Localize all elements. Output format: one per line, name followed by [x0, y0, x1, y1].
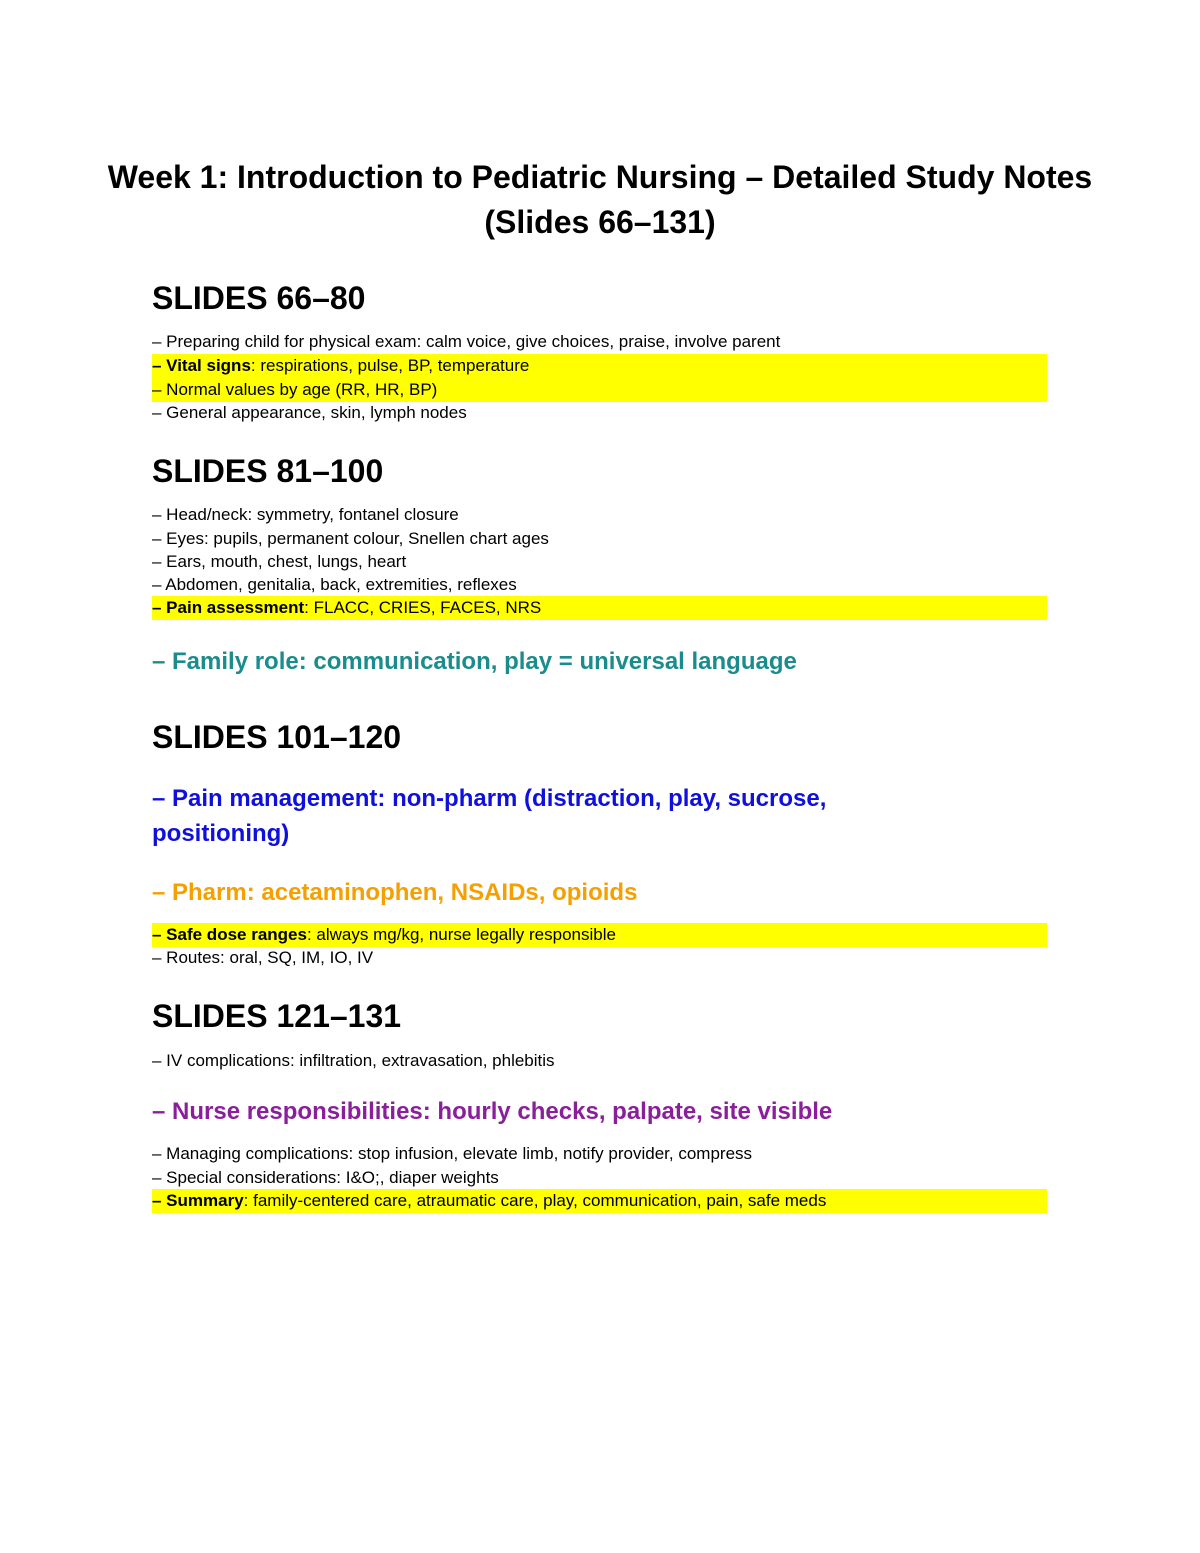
note-line: [152, 401, 1047, 425]
note-line-text: – Head/neck: symmetry, fontanel closure: [152, 505, 459, 524]
highlighted-note-line: [152, 1189, 1047, 1213]
highlighted-note-line: [152, 923, 1047, 947]
note-line-text: : family-centered care, atraumatic care, play, communication, pain, safe meds: [243, 1191, 827, 1210]
section-heading-slides-101-120: SLIDES 101–120: [152, 719, 402, 755]
note-line-text: – General appearance, skin, lymph nodes: [152, 403, 467, 422]
section-heading-slides-66-80: SLIDES 66–80: [152, 280, 366, 316]
document-title: Week 1: Introduction to Pediatric Nursing – Detailed Study Notes (Slides 66–131): [107, 159, 1093, 240]
note-line: [152, 946, 1047, 970]
note-line-text: : always mg/kg, nurse legally responsible: [306, 925, 616, 944]
note-line-text: – Abdomen, genitalia, back, extremities, reflexes: [152, 575, 517, 594]
note-line: [152, 1142, 1047, 1166]
callout-nurse-responsibilities: – Nurse responsibilities: hourly checks, palpate, site visible: [152, 1098, 833, 1125]
note-line-text: : respirations, pulse, BP, temperature: [250, 356, 530, 375]
callout-pain-management: – Pain management: non-pharm (distraction, play, sucrose, positioning): [152, 785, 827, 847]
callout-family-role: – Family role: communication, play = universal language: [152, 648, 797, 675]
note-line-keyterm: – Pain assessment: [152, 598, 305, 617]
note-line: [152, 1166, 1047, 1190]
note-line: [152, 1049, 1047, 1073]
note-line-text: – Eyes: pupils, permanent colour, Snellen chart ages: [152, 529, 549, 548]
note-line-keyterm: – Summary: [152, 1191, 244, 1210]
note-line: [152, 573, 1047, 597]
note-line-keyterm: – Vital signs: [152, 356, 251, 375]
note-line-text: : FLACC, CRIES, FACES, NRS: [304, 598, 542, 617]
note-line: [152, 330, 1047, 354]
note-line: [152, 503, 1047, 527]
highlighted-note-line: [152, 378, 1047, 402]
note-line-text: – Normal values by age (RR, HR, BP): [152, 380, 438, 399]
highlighted-note-line: [152, 354, 1047, 378]
note-line: [152, 550, 1047, 574]
note-line-text: – Preparing child for physical exam: calm voice, give choices, praise, involve parent: [152, 332, 781, 351]
highlighted-note-line: [152, 596, 1047, 620]
note-line-text: – IV complications: infiltration, extravasation, phlebitis: [152, 1051, 555, 1070]
section-heading-slides-121-131: SLIDES 121–131: [152, 998, 402, 1034]
note-line-text: – Ears, mouth, chest, lungs, heart: [152, 552, 407, 571]
note-line-keyterm: – Safe dose ranges: [152, 925, 307, 944]
note-line-text: – Special considerations: I&O;, diaper weights: [152, 1168, 499, 1187]
note-line-text: – Managing complications: stop infusion, elevate limb, notify provider, compress: [152, 1144, 753, 1163]
section-heading-slides-81-100: SLIDES 81–100: [152, 453, 384, 489]
note-line-text: – Routes: oral, SQ, IM, IO, IV: [152, 948, 374, 967]
callout-pharm: – Pharm: acetaminophen, NSAIDs, opioids: [152, 879, 638, 906]
note-line: [152, 527, 1047, 551]
